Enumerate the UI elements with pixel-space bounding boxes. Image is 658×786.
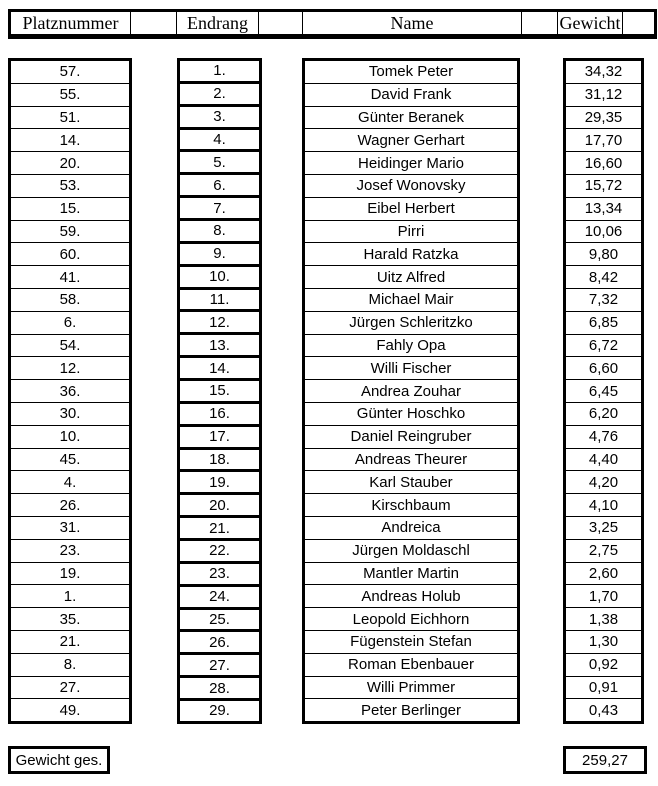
cell-platznummer: 59. [11, 221, 129, 244]
cell-name: Andreas Holub [305, 585, 517, 608]
cell-gewicht: 17,70 [566, 129, 641, 152]
cell-platznummer: 26. [11, 494, 129, 517]
cell-endrang: 24. [180, 587, 259, 610]
cell-endrang: 18. [180, 450, 259, 473]
cell-gewicht: 3,25 [566, 517, 641, 540]
cell-endrang: 7. [180, 198, 259, 221]
cell-gewicht: 2,75 [566, 540, 641, 563]
cell-name: Tomek Peter [305, 61, 517, 84]
cell-gewicht: 4,76 [566, 426, 641, 449]
cell-name: Karl Stauber [305, 471, 517, 494]
cell-name: Mantler Martin [305, 563, 517, 586]
header-gap-cell [623, 12, 654, 34]
cell-name: Harald Ratzka [305, 243, 517, 266]
cell-endrang: 5. [180, 152, 259, 175]
cell-gewicht: 0,92 [566, 654, 641, 677]
cell-gewicht: 10,06 [566, 221, 641, 244]
cell-endrang: 15. [180, 381, 259, 404]
cell-platznummer: 6. [11, 312, 129, 335]
cell-gewicht: 4,10 [566, 494, 641, 517]
cell-platznummer: 20. [11, 152, 129, 175]
cell-name: Andrea Zouhar [305, 380, 517, 403]
cell-gewicht: 29,35 [566, 107, 641, 130]
cell-gewicht: 7,32 [566, 289, 641, 312]
cell-name: Willi Fischer [305, 357, 517, 380]
cell-platznummer: 53. [11, 175, 129, 198]
header-gap-cell [259, 12, 303, 34]
cell-gewicht: 13,34 [566, 198, 641, 221]
cell-name: Heidinger Mario [305, 152, 517, 175]
cell-endrang: 14. [180, 358, 259, 381]
cell-name: Roman Ebenbauer [305, 654, 517, 677]
cell-platznummer: 60. [11, 243, 129, 266]
header-endrang: Endrang [177, 12, 259, 34]
cell-platznummer: 15. [11, 198, 129, 221]
cell-gewicht: 2,60 [566, 563, 641, 586]
total-weight-value: 259,27 [563, 746, 647, 774]
cell-name: Daniel Reingruber [305, 426, 517, 449]
cell-endrang: 20. [180, 495, 259, 518]
cell-gewicht: 4,20 [566, 471, 641, 494]
table-header-row [8, 9, 657, 39]
cell-endrang: 10. [180, 267, 259, 290]
cell-gewicht: 8,42 [566, 266, 641, 289]
cell-gewicht: 9,80 [566, 243, 641, 266]
cell-endrang: 17. [180, 427, 259, 450]
endrang-column [177, 58, 262, 724]
cell-name: Jürgen Moldaschl [305, 540, 517, 563]
cell-endrang: 22. [180, 541, 259, 564]
cell-gewicht: 6,60 [566, 357, 641, 380]
header-name: Name [303, 12, 522, 34]
cell-gewicht: 16,60 [566, 152, 641, 175]
cell-name: Uitz Alfred [305, 266, 517, 289]
cell-name: Pirri [305, 221, 517, 244]
cell-endrang: 23. [180, 564, 259, 587]
platznummer-column [8, 58, 132, 724]
cell-platznummer: 36. [11, 380, 129, 403]
cell-endrang: 11. [180, 290, 259, 313]
cell-platznummer: 8. [11, 654, 129, 677]
cell-endrang: 12. [180, 312, 259, 335]
cell-name: Peter Berlinger [360, 701, 462, 719]
header-gewicht: Gewicht [558, 12, 623, 34]
cell-platznummer: 54. [11, 335, 129, 358]
header-platznummer: Platznummer [11, 12, 131, 34]
cell-endrang: 27. [180, 655, 259, 678]
cell-platznummer: 1. [11, 585, 129, 608]
cell-gewicht: 15,72 [566, 175, 641, 198]
cell-endrang: 21. [180, 518, 259, 541]
cell-name: Leopold Eichhorn [305, 608, 517, 631]
cell-name: Eibel Herbert [305, 198, 517, 221]
cell-endrang: 13. [180, 335, 259, 358]
cell-platznummer: 12. [11, 357, 129, 380]
cell-platznummer: 58. [11, 289, 129, 312]
cell-name: Fügenstein Stefan [305, 631, 517, 654]
cell-endrang: 2. [180, 84, 259, 107]
cell-gewicht: 0,91 [566, 677, 641, 700]
cell-platznummer: 19. [11, 563, 129, 586]
cell-endrang: 28. [180, 678, 259, 701]
name-column [302, 58, 520, 724]
cell-platznummer: 4. [11, 471, 129, 494]
cell-gewicht: 31,12 [566, 84, 641, 107]
cell-endrang: 3. [180, 107, 259, 130]
cell-platznummer: 55. [11, 84, 129, 107]
total-weight-label: Gewicht ges. [8, 746, 110, 774]
cell-platznummer: 21. [11, 631, 129, 654]
cell-name: Wagner Gerhart [305, 129, 517, 152]
cell-name: Andreica [305, 517, 517, 540]
cell-platznummer: 35. [11, 608, 129, 631]
cell-gewicht: 6,45 [566, 380, 641, 403]
cell-name: Michael Mair [305, 289, 517, 312]
cell-platznummer: 10. [11, 426, 129, 449]
cell-platznummer: 49. [59, 701, 81, 719]
cell-platznummer: 57. [11, 61, 129, 84]
cell-name: Andreas Theurer [305, 449, 517, 472]
cell-platznummer: 45. [11, 449, 129, 472]
cell-gewicht: 1,38 [566, 608, 641, 631]
cell-endrang: 9. [180, 244, 259, 267]
gewicht-column [563, 58, 644, 724]
cell-name: Günter Beranek [305, 107, 517, 130]
cell-endrang: 4. [180, 130, 259, 153]
cell-platznummer: 31. [11, 517, 129, 540]
cell-endrang: 8. [180, 221, 259, 244]
cell-platznummer: 23. [11, 540, 129, 563]
cell-endrang: 19. [180, 472, 259, 495]
cell-platznummer: 27. [11, 677, 129, 700]
cell-name: Kirschbaum [305, 494, 517, 517]
header-gap-cell [131, 12, 177, 34]
cell-endrang: 6. [180, 175, 259, 198]
cell-endrang: 26. [180, 632, 259, 655]
cell-gewicht: 6,20 [566, 403, 641, 426]
cell-platznummer: 30. [11, 403, 129, 426]
cell-name: Willi Primmer [305, 677, 517, 700]
cell-endrang: 1. [180, 61, 259, 84]
cell-gewicht: 6,85 [566, 312, 641, 335]
cell-name: Jürgen Schleritzko [305, 312, 517, 335]
cell-endrang: 29. [209, 702, 230, 720]
cell-gewicht: 6,72 [566, 335, 641, 358]
cell-name: Günter Hoschko [305, 403, 517, 426]
cell-gewicht: 1,30 [566, 631, 641, 654]
cell-gewicht: 4,40 [566, 449, 641, 472]
cell-name: Josef Wonovsky [305, 175, 517, 198]
cell-name: Fahly Opa [305, 335, 517, 358]
cell-endrang: 16. [180, 404, 259, 427]
cell-gewicht: 34,32 [566, 61, 641, 84]
cell-platznummer: 51. [11, 107, 129, 130]
cell-gewicht: 1,70 [566, 585, 641, 608]
header-gap-cell [522, 12, 558, 34]
cell-endrang: 25. [180, 610, 259, 633]
cell-name: David Frank [305, 84, 517, 107]
cell-platznummer: 14. [11, 129, 129, 152]
cell-gewicht: 0,43 [588, 701, 619, 719]
cell-platznummer: 41. [11, 266, 129, 289]
